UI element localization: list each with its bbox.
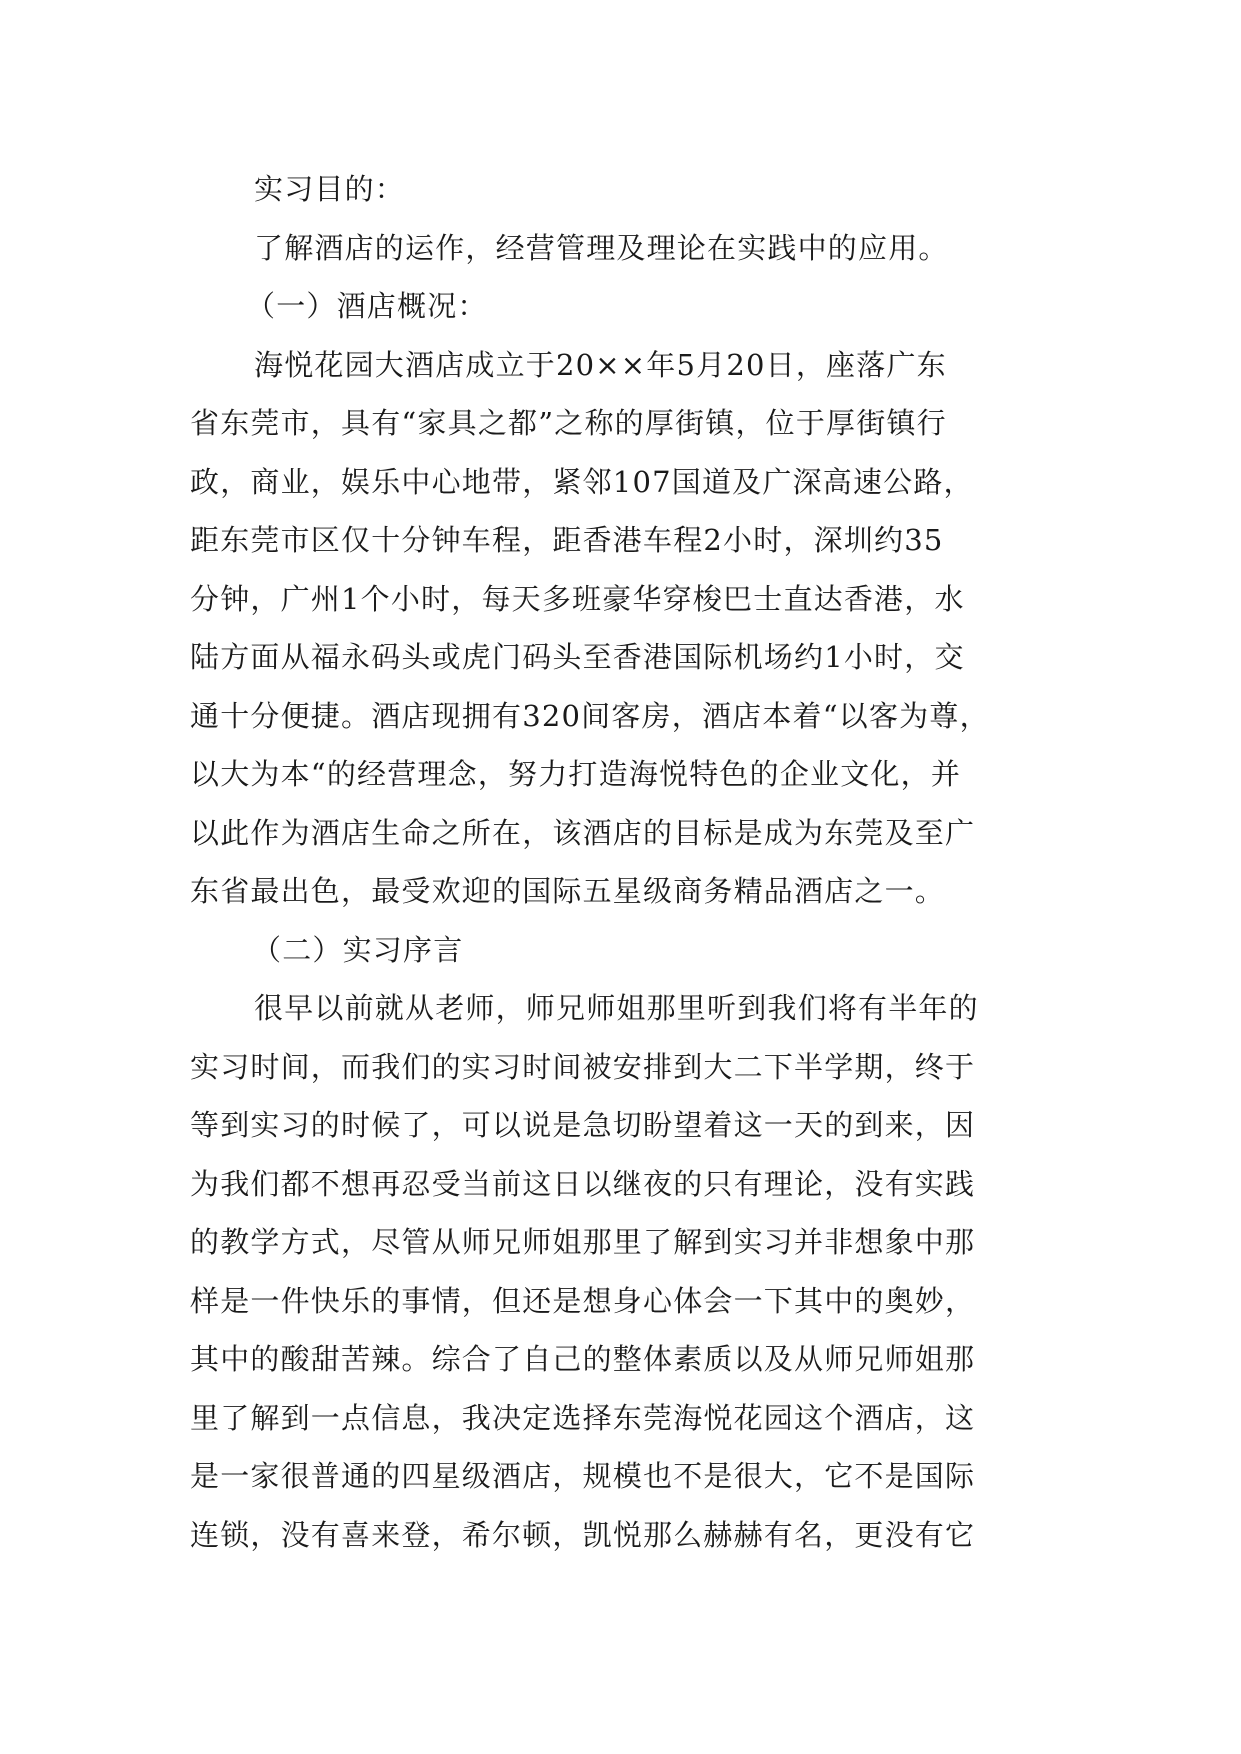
paragraph-line: 等到实习的时候了，可以说是急切盼望着这一天的到来，因 xyxy=(190,1108,976,1142)
paragraph-line: 其中的酸甜苦辣。综合了自己的整体素质以及从师兄师姐那 xyxy=(190,1342,976,1376)
paragraph-line: 政，商业，娱乐中心地带，紧邻107国道及广深高速公路， xyxy=(190,464,974,499)
section-heading-internship-preface: （二）实习序言 xyxy=(252,932,464,967)
paragraph-line: 省东莞市，具有“家具之都”之称的厚街镇，位于厚街镇行 xyxy=(190,406,947,440)
paragraph-line: 以大为本“的经营理念，努力打造海悦特色的企业文化，并 xyxy=(190,757,962,791)
document-body xyxy=(190,160,1050,1564)
paragraph-line: 实习时间，而我们的实习时间被安排到大二下半学期，终于 xyxy=(190,1049,976,1084)
paragraph-line: 距东莞市区仅十分钟车程，距香港车程2小时，深圳约35 xyxy=(190,523,944,557)
section-heading-hotel-overview: （一）酒店概况： xyxy=(246,289,488,323)
paragraph-line: 东省最出色，最受欢迎的国际五星级商务精品酒店之一。 xyxy=(190,874,946,908)
paragraph-line: 以此作为酒店生命之所在，该酒店的目标是成为东莞及至广 xyxy=(190,815,976,850)
paragraph-line: 很早以前就从老师，师兄师姐那里听到我们将有半年的 xyxy=(254,991,979,1025)
section-title-purpose: 实习目的： xyxy=(254,172,406,206)
paragraph-line: 的教学方式，尽管从师兄师姐那里了解到实习并非想象中那 xyxy=(190,1225,976,1259)
purpose-text: 了解酒店的运作，经营管理及理论在实践中的应用。 xyxy=(254,230,949,265)
paragraph-line: 连锁，没有喜来登，希尔顿，凯悦那么赫赫有名，更没有它 xyxy=(190,1517,976,1552)
paragraph-line: 是一家很普通的四星级酒店，规模也不是很大，它不是国际 xyxy=(190,1459,976,1493)
paragraph-line: 为我们都不想再忍受当前这日以继夜的只有理论，没有实践 xyxy=(190,1166,976,1201)
paragraph-line: 里了解到一点信息，我决定选择东莞海悦花园这个酒店，这 xyxy=(190,1400,976,1435)
paragraph-line: 海悦花园大酒店成立于20××年5月20日，座落广东 xyxy=(254,347,947,382)
paragraph-line: 陆方面从福永码头或虎门码头至香港国际机场约1小时，交 xyxy=(190,640,965,674)
paragraph-line: 通十分便捷。酒店现拥有320间客房，酒店本着“以客为尊， xyxy=(190,698,990,733)
paragraph-line: 分钟，广州1个小时，每天多班豪华穿梭巴士直达香港，水 xyxy=(190,581,965,616)
paragraph-line: 样是一件快乐的事情，但还是想身心体会一下其中的奥妙， xyxy=(190,1283,976,1318)
